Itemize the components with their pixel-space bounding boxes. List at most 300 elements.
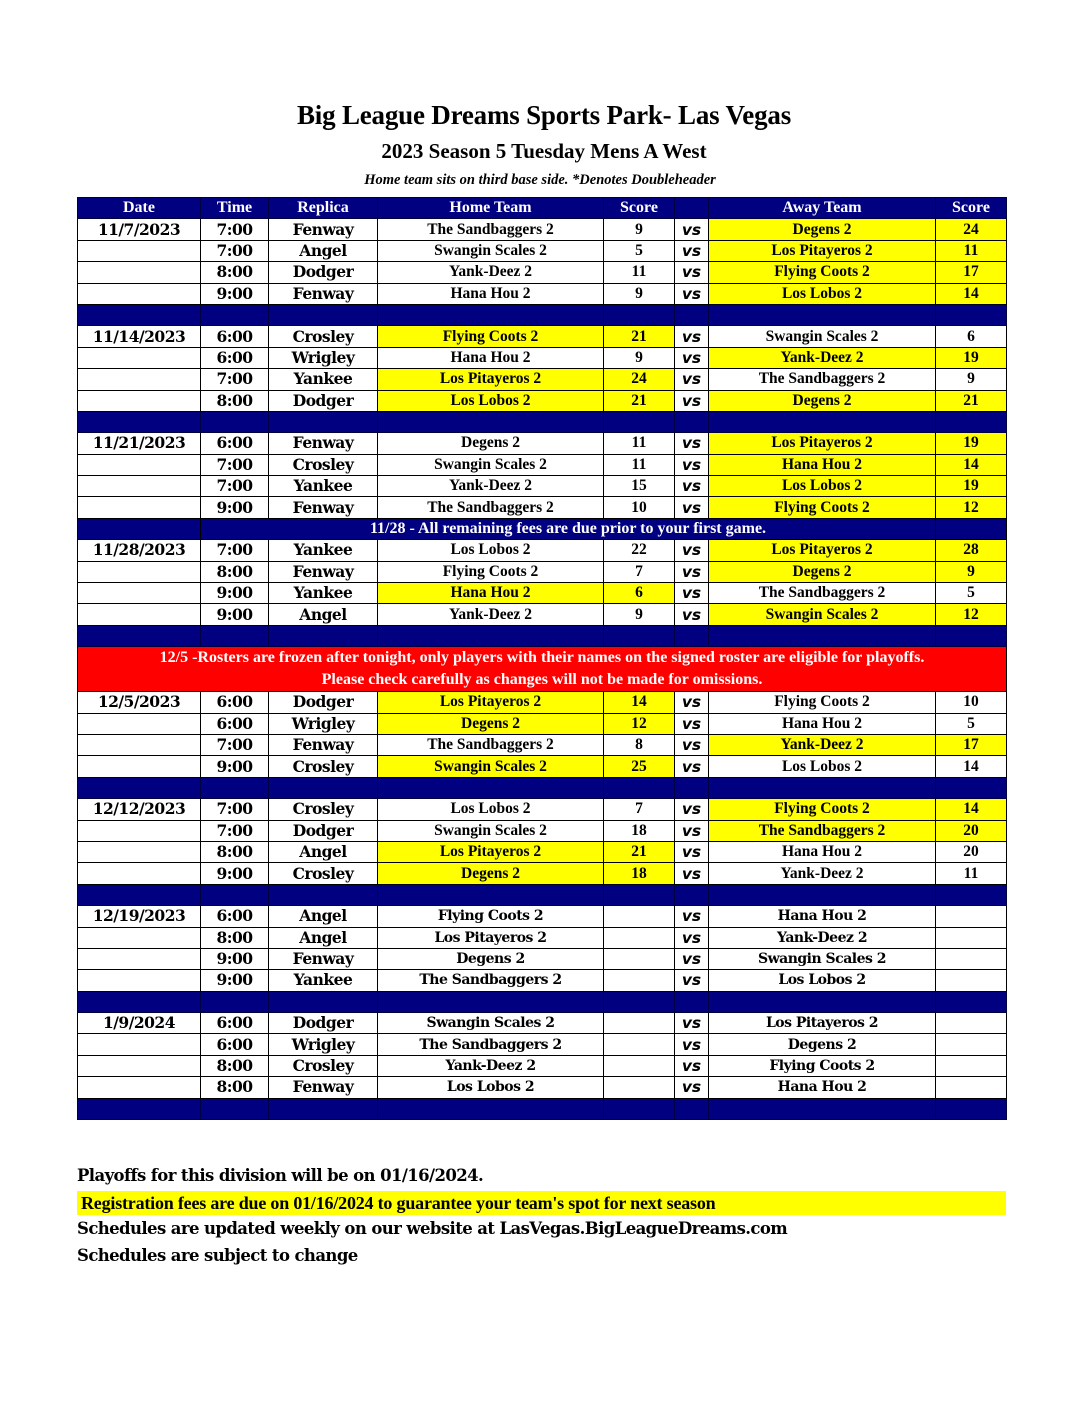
home-score: 10 — [604, 497, 675, 518]
separator-cell — [709, 777, 936, 798]
game-field-replica: Angel — [269, 906, 378, 927]
home-team: Degens 2 — [378, 433, 604, 454]
away-score: 14 — [936, 756, 1007, 777]
game-row — [78, 390, 1007, 411]
away-team: Degens 2 — [709, 390, 936, 411]
game-field-replica: Crosley — [269, 454, 378, 475]
roster-freeze-notice — [78, 647, 1007, 692]
registration-note: Registration fees are due on 01/16/2024 to guarantee your team's spot for next season — [77, 1191, 1006, 1215]
away-score: 10 — [936, 692, 1007, 713]
home-team: Yank-Deez 2 — [378, 262, 604, 283]
home-team: Hana Hou 2 — [378, 283, 604, 304]
separator-cell — [78, 777, 201, 798]
game-time: 9:00 — [201, 283, 269, 304]
away-score: 5 — [936, 713, 1007, 734]
home-team: Los Lobos 2 — [378, 540, 604, 561]
game-row — [78, 497, 1007, 518]
game-field-replica: Dodger — [269, 390, 378, 411]
game-row — [78, 713, 1007, 734]
game-field-replica: Fenway — [269, 1077, 378, 1098]
separator-cell — [709, 884, 936, 905]
game-date — [78, 1055, 201, 1076]
away-team: Hana Hou 2 — [709, 841, 936, 862]
fees-notice-row — [78, 518, 1007, 539]
separator-cell — [675, 991, 709, 1012]
game-field-replica: Fenway — [269, 948, 378, 969]
separator-cell — [936, 991, 1007, 1012]
home-team: Degens 2 — [378, 863, 604, 884]
away-score: 11 — [936, 863, 1007, 884]
home-score: 9 — [604, 219, 675, 240]
separator-cell — [378, 884, 604, 905]
home-score: 11 — [604, 454, 675, 475]
away-team: Flying Coots 2 — [709, 1055, 936, 1076]
game-date — [78, 1034, 201, 1055]
away-score: 19 — [936, 347, 1007, 368]
home-score — [604, 1034, 675, 1055]
separator-row — [78, 625, 1007, 646]
away-team: Los Pitayeros 2 — [709, 1013, 936, 1034]
game-date — [78, 863, 201, 884]
game-date: 12/19/2023 — [78, 906, 201, 927]
separator-cell — [604, 884, 675, 905]
home-team: Degens 2 — [378, 948, 604, 969]
column-header-date: Date — [78, 198, 201, 219]
away-team: Los Pitayeros 2 — [709, 433, 936, 454]
separator-row — [78, 1098, 1007, 1119]
away-score: 17 — [936, 262, 1007, 283]
vs-label: vs — [675, 820, 709, 841]
home-score: 14 — [604, 692, 675, 713]
separator-cell — [709, 304, 936, 325]
separator-cell — [269, 1098, 378, 1119]
vs-label: vs — [675, 369, 709, 390]
separator-cell — [378, 1098, 604, 1119]
separator-cell — [378, 777, 604, 798]
game-field-replica: Crosley — [269, 1055, 378, 1076]
separator-cell — [378, 304, 604, 325]
home-score: 7 — [604, 561, 675, 582]
home-team: Los Lobos 2 — [378, 1077, 604, 1098]
fees-notice: 11/28 - All remaining fees are due prior to your first game. — [201, 518, 936, 539]
separator-cell — [201, 411, 269, 432]
separator-cell — [936, 1098, 1007, 1119]
vs-label: vs — [675, 948, 709, 969]
home-team: Yank-Deez 2 — [378, 1055, 604, 1076]
website-note: Schedules are updated weekly on our website at LasVegas.BigLeagueDreams.com — [77, 1219, 788, 1238]
home-team: Los Pitayeros 2 — [378, 369, 604, 390]
game-field-replica: Wrigley — [269, 1034, 378, 1055]
away-score: 20 — [936, 841, 1007, 862]
away-score: 6 — [936, 326, 1007, 347]
game-field-replica: Crosley — [269, 863, 378, 884]
home-score: 12 — [604, 713, 675, 734]
game-field-replica: Dodger — [269, 1013, 378, 1034]
vs-label: vs — [675, 734, 709, 755]
separator-cell — [201, 1098, 269, 1119]
away-score: 24 — [936, 219, 1007, 240]
away-team: Los Lobos 2 — [709, 283, 936, 304]
separator-cell — [936, 777, 1007, 798]
schedule-body — [78, 219, 1007, 1120]
away-score: 19 — [936, 433, 1007, 454]
home-team: Swangin Scales 2 — [378, 454, 604, 475]
home-score — [604, 906, 675, 927]
game-row — [78, 799, 1007, 820]
game-field-replica: Yankee — [269, 540, 378, 561]
game-date: 12/12/2023 — [78, 799, 201, 820]
game-time: 6:00 — [201, 906, 269, 927]
home-team: Degens 2 — [378, 713, 604, 734]
game-row — [78, 369, 1007, 390]
game-time: 8:00 — [201, 1055, 269, 1076]
game-field-replica: Fenway — [269, 283, 378, 304]
game-date — [78, 369, 201, 390]
separator-cell — [269, 884, 378, 905]
vs-label: vs — [675, 454, 709, 475]
game-date — [78, 583, 201, 604]
game-row — [78, 1013, 1007, 1034]
schedule-note: Home team sits on third base side. *Denotes Doubleheader — [364, 172, 716, 188]
separator-cell — [675, 625, 709, 646]
vs-label: vs — [675, 713, 709, 734]
game-date — [78, 476, 201, 497]
game-row — [78, 326, 1007, 347]
game-date — [78, 948, 201, 969]
game-time: 6:00 — [201, 433, 269, 454]
roster-notice-line-1: 12/5 -Rosters are frozen after tonight, only players with their names on the signed roster are eligible for playoffs. — [159, 649, 925, 667]
game-time: 8:00 — [201, 390, 269, 411]
separator-cell — [709, 1098, 936, 1119]
separator-cell — [675, 777, 709, 798]
game-time: 7:00 — [201, 369, 269, 390]
separator-cell — [709, 411, 936, 432]
column-header-home-score: Score — [604, 198, 675, 219]
separator-cell — [604, 991, 675, 1012]
separator-cell — [936, 884, 1007, 905]
home-score — [604, 1077, 675, 1098]
separator-cell — [201, 991, 269, 1012]
game-date — [78, 841, 201, 862]
separator-cell — [201, 625, 269, 646]
home-score: 7 — [604, 799, 675, 820]
away-score: 14 — [936, 283, 1007, 304]
game-row — [78, 561, 1007, 582]
away-team: Flying Coots 2 — [709, 799, 936, 820]
game-time: 7:00 — [201, 476, 269, 497]
game-time: 6:00 — [201, 347, 269, 368]
vs-label: vs — [675, 240, 709, 261]
game-time: 6:00 — [201, 713, 269, 734]
column-header-time: Time — [201, 198, 269, 219]
game-field-replica: Dodger — [269, 692, 378, 713]
page-subtitle: 2023 Season 5 Tuesday Mens A West — [381, 139, 707, 163]
game-field-replica: Crosley — [269, 326, 378, 347]
home-score: 5 — [604, 240, 675, 261]
vs-label: vs — [675, 283, 709, 304]
game-date — [78, 604, 201, 625]
separator-cell — [936, 411, 1007, 432]
game-date — [78, 1077, 201, 1098]
game-date: 11/14/2023 — [78, 326, 201, 347]
separator-cell — [269, 777, 378, 798]
away-score: 20 — [936, 820, 1007, 841]
away-team: Yank-Deez 2 — [709, 927, 936, 948]
separator-cell — [201, 304, 269, 325]
separator-cell — [936, 625, 1007, 646]
away-team: Degens 2 — [709, 561, 936, 582]
away-team: Hana Hou 2 — [709, 906, 936, 927]
game-row — [78, 948, 1007, 969]
game-time: 9:00 — [201, 970, 269, 991]
away-team: Los Lobos 2 — [709, 970, 936, 991]
home-team: Los Pitayeros 2 — [378, 692, 604, 713]
away-team: Los Pitayeros 2 — [709, 240, 936, 261]
game-field-replica: Angel — [269, 240, 378, 261]
away-score — [936, 970, 1007, 991]
separator-cell — [378, 411, 604, 432]
vs-label: vs — [675, 841, 709, 862]
game-time: 6:00 — [201, 326, 269, 347]
game-time: 9:00 — [201, 497, 269, 518]
away-score: 12 — [936, 497, 1007, 518]
column-header-away-score: Score — [936, 198, 1007, 219]
separator-cell — [709, 991, 936, 1012]
away-team: Flying Coots 2 — [709, 497, 936, 518]
home-score: 6 — [604, 583, 675, 604]
game-row — [78, 433, 1007, 454]
home-score: 25 — [604, 756, 675, 777]
vs-label: vs — [675, 906, 709, 927]
away-team: Yank-Deez 2 — [709, 734, 936, 755]
game-time: 7:00 — [201, 820, 269, 841]
away-score: 9 — [936, 561, 1007, 582]
home-score — [604, 1013, 675, 1034]
vs-label: vs — [675, 347, 709, 368]
away-score — [936, 927, 1007, 948]
separator-cell — [604, 1098, 675, 1119]
column-header-vs — [675, 198, 709, 219]
separator-row — [78, 777, 1007, 798]
home-score: 22 — [604, 540, 675, 561]
separator-cell — [604, 777, 675, 798]
separator-cell — [78, 411, 201, 432]
separator-cell — [269, 625, 378, 646]
separator-cell — [269, 991, 378, 1012]
vs-label: vs — [675, 756, 709, 777]
separator-cell — [378, 625, 604, 646]
vs-label: vs — [675, 799, 709, 820]
game-date — [78, 561, 201, 582]
home-score — [604, 1055, 675, 1076]
separator-cell — [675, 884, 709, 905]
home-score — [604, 948, 675, 969]
home-team: Swangin Scales 2 — [378, 1013, 604, 1034]
vs-label: vs — [675, 692, 709, 713]
game-field-replica: Wrigley — [269, 713, 378, 734]
vs-label: vs — [675, 863, 709, 884]
vs-label: vs — [675, 1013, 709, 1034]
game-date — [78, 734, 201, 755]
away-team: Degens 2 — [709, 1034, 936, 1055]
game-field-replica: Wrigley — [269, 347, 378, 368]
away-score — [936, 906, 1007, 927]
away-score: 21 — [936, 390, 1007, 411]
game-field-replica: Angel — [269, 841, 378, 862]
game-time: 9:00 — [201, 863, 269, 884]
game-row — [78, 1055, 1007, 1076]
game-time: 7:00 — [201, 219, 269, 240]
game-time: 9:00 — [201, 604, 269, 625]
game-row — [78, 692, 1007, 713]
separator-cell — [604, 304, 675, 325]
change-note: Schedules are subject to change — [77, 1246, 358, 1265]
separator-cell — [604, 411, 675, 432]
game-time: 7:00 — [201, 734, 269, 755]
away-team: Los Lobos 2 — [709, 476, 936, 497]
game-date: 11/28/2023 — [78, 540, 201, 561]
game-time: 9:00 — [201, 756, 269, 777]
game-time: 6:00 — [201, 1013, 269, 1034]
game-row — [78, 219, 1007, 240]
game-time: 6:00 — [201, 1034, 269, 1055]
separator-cell — [378, 991, 604, 1012]
vs-label: vs — [675, 497, 709, 518]
column-header-away-team: Away Team — [709, 198, 936, 219]
away-team: The Sandbaggers 2 — [709, 369, 936, 390]
game-row — [78, 841, 1007, 862]
game-field-replica: Angel — [269, 604, 378, 625]
column-header-home-team: Home Team — [378, 198, 604, 219]
away-team: Hana Hou 2 — [709, 454, 936, 475]
game-field-replica: Yankee — [269, 970, 378, 991]
away-team: Flying Coots 2 — [709, 262, 936, 283]
game-field-replica: Fenway — [269, 219, 378, 240]
home-team: Yank-Deez 2 — [378, 476, 604, 497]
game-field-replica: Dodger — [269, 820, 378, 841]
separator-cell — [675, 411, 709, 432]
game-field-replica: Crosley — [269, 756, 378, 777]
game-row — [78, 262, 1007, 283]
game-field-replica: Crosley — [269, 799, 378, 820]
game-field-replica: Fenway — [269, 497, 378, 518]
column-header-replica: Replica — [269, 198, 378, 219]
roster-notice-line-2: Please check carefully as changes will not be made for omissions. — [321, 671, 763, 689]
game-field-replica: Yankee — [269, 476, 378, 497]
game-time: 9:00 — [201, 583, 269, 604]
vs-label: vs — [675, 262, 709, 283]
game-row — [78, 970, 1007, 991]
separator-row — [78, 411, 1007, 432]
game-time: 8:00 — [201, 927, 269, 948]
separator-cell — [78, 1098, 201, 1119]
game-time: 7:00 — [201, 540, 269, 561]
home-score: 18 — [604, 863, 675, 884]
home-team: Los Lobos 2 — [378, 390, 604, 411]
game-row — [78, 283, 1007, 304]
separator-row — [78, 884, 1007, 905]
separator-cell — [936, 304, 1007, 325]
home-score: 15 — [604, 476, 675, 497]
away-team: Swangin Scales 2 — [709, 604, 936, 625]
away-team: Yank-Deez 2 — [709, 347, 936, 368]
separator-cell — [78, 884, 201, 905]
away-score — [936, 1013, 1007, 1034]
separator-cell — [201, 777, 269, 798]
vs-label: vs — [675, 390, 709, 411]
vs-label: vs — [675, 970, 709, 991]
game-field-replica: Yankee — [269, 583, 378, 604]
vs-label: vs — [675, 561, 709, 582]
game-time: 8:00 — [201, 561, 269, 582]
playoffs-note: Playoffs for this division will be on 01/16/2024. — [77, 1166, 484, 1185]
home-team: The Sandbaggers 2 — [378, 970, 604, 991]
separator-row — [78, 304, 1007, 325]
separator-cell — [675, 1098, 709, 1119]
game-field-replica: Fenway — [269, 734, 378, 755]
separator-cell — [269, 411, 378, 432]
away-score: 28 — [936, 540, 1007, 561]
separator-cell — [78, 625, 201, 646]
game-row — [78, 756, 1007, 777]
game-field-replica: Angel — [269, 927, 378, 948]
game-date — [78, 970, 201, 991]
game-date — [78, 756, 201, 777]
vs-label: vs — [675, 604, 709, 625]
game-time: 8:00 — [201, 262, 269, 283]
separator-cell — [675, 304, 709, 325]
home-score: 24 — [604, 369, 675, 390]
game-row — [78, 583, 1007, 604]
game-row — [78, 347, 1007, 368]
home-team: The Sandbaggers 2 — [378, 1034, 604, 1055]
home-team: Los Lobos 2 — [378, 799, 604, 820]
game-row — [78, 734, 1007, 755]
vs-label: vs — [675, 433, 709, 454]
game-row — [78, 540, 1007, 561]
game-row — [78, 927, 1007, 948]
notice-blank-cell — [78, 518, 201, 539]
home-score — [604, 970, 675, 991]
game-date — [78, 927, 201, 948]
game-date — [78, 497, 201, 518]
game-row — [78, 1077, 1007, 1098]
game-date — [78, 283, 201, 304]
game-row — [78, 906, 1007, 927]
home-team: Los Pitayeros 2 — [378, 841, 604, 862]
home-score: 21 — [604, 841, 675, 862]
game-row — [78, 863, 1007, 884]
home-score — [604, 927, 675, 948]
home-team: The Sandbaggers 2 — [378, 497, 604, 518]
away-score: 14 — [936, 454, 1007, 475]
vs-label: vs — [675, 476, 709, 497]
separator-cell — [269, 304, 378, 325]
home-score: 9 — [604, 283, 675, 304]
away-score: 14 — [936, 799, 1007, 820]
away-team: The Sandbaggers 2 — [709, 820, 936, 841]
away-team: Hana Hou 2 — [709, 713, 936, 734]
home-score: 11 — [604, 262, 675, 283]
away-score: 19 — [936, 476, 1007, 497]
game-date — [78, 820, 201, 841]
game-field-replica: Fenway — [269, 433, 378, 454]
game-time: 8:00 — [201, 1077, 269, 1098]
away-score — [936, 1034, 1007, 1055]
game-date — [78, 454, 201, 475]
home-score: 21 — [604, 326, 675, 347]
home-team: Flying Coots 2 — [378, 561, 604, 582]
